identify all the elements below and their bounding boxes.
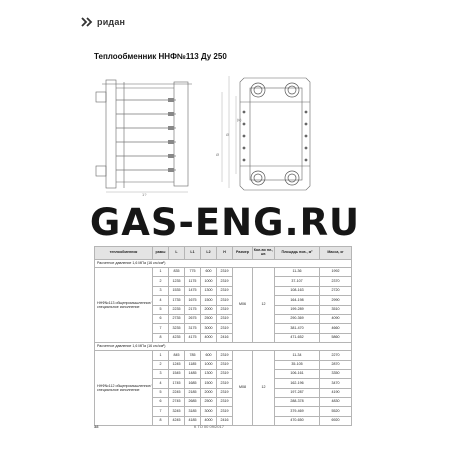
col-header-model: теплообменник bbox=[95, 247, 153, 260]
table-row bbox=[95, 351, 352, 360]
cell-area: 470-650 bbox=[275, 416, 320, 425]
cell-l2: 600 bbox=[201, 268, 217, 277]
cell-l: 1545 bbox=[169, 369, 185, 378]
dim-label-width: 1? bbox=[142, 192, 147, 196]
cell-n: 1 bbox=[153, 268, 169, 277]
cell-n: 8 bbox=[153, 416, 169, 425]
cell-l2: 1000 bbox=[201, 360, 217, 369]
cell-n: 8 bbox=[153, 333, 169, 342]
cell-l1: 785 bbox=[185, 351, 201, 360]
col-header-h: H bbox=[217, 247, 233, 260]
cell-n: 6 bbox=[153, 398, 169, 407]
cell-mass: 3510 bbox=[320, 305, 352, 314]
cell-h: 2319 bbox=[217, 314, 233, 323]
frame-bolt-holes bbox=[243, 111, 308, 162]
cell-h: 2416 bbox=[217, 333, 233, 342]
cell-h: 2416 bbox=[217, 416, 233, 425]
cell-l1: 3185 bbox=[185, 407, 201, 416]
cell-l: 1235 bbox=[169, 277, 185, 286]
cell-l2: 1500 bbox=[201, 296, 217, 305]
cell-h: 2319 bbox=[217, 324, 233, 333]
cell-h: 2319 bbox=[217, 351, 233, 360]
heat-exchanger-drawing bbox=[94, 66, 344, 196]
cell-l2: 4000 bbox=[201, 333, 217, 342]
cell-mass: 2990 bbox=[320, 296, 352, 305]
cell-l2: 2000 bbox=[201, 305, 217, 314]
cell-mass: 3350 bbox=[320, 369, 352, 378]
section-note-row bbox=[95, 260, 352, 268]
cell-l: 3235 bbox=[169, 324, 185, 333]
model-cell: ННФ№112 общепромышленное/ специальное исполнение bbox=[95, 351, 153, 426]
cell-mass: 4090 bbox=[320, 314, 352, 323]
cell-mass: 4830 bbox=[320, 398, 352, 407]
cell-n: 5 bbox=[153, 305, 169, 314]
cell-l1: 2175 bbox=[185, 305, 201, 314]
cell-l1: 3175 bbox=[185, 324, 201, 333]
cell-l: 1535 bbox=[169, 286, 185, 295]
cell-h: 2319 bbox=[217, 305, 233, 314]
cell-n: 1 bbox=[153, 351, 169, 360]
cell-mass: 6920 bbox=[320, 416, 352, 425]
side-view bbox=[102, 80, 192, 188]
cell-area: 471-652 bbox=[275, 333, 320, 342]
cell-l: 2245 bbox=[169, 388, 185, 397]
cell-n: 4 bbox=[153, 379, 169, 388]
cell-l: 3245 bbox=[169, 407, 185, 416]
cell-l2: 2000 bbox=[201, 388, 217, 397]
cell-l2: 2500 bbox=[201, 314, 217, 323]
cell-l1: 1475 bbox=[185, 286, 201, 295]
cell-l2: 4000 bbox=[201, 416, 217, 425]
cell-h: 2319 bbox=[217, 398, 233, 407]
cell-mass: 5520 bbox=[320, 407, 352, 416]
cell-area: 106-161 bbox=[275, 369, 320, 378]
cell-l1: 1485 bbox=[185, 369, 201, 378]
cell-l1: 1185 bbox=[185, 360, 201, 369]
cell-l: 1245 bbox=[169, 360, 185, 369]
cell-area: 164-198 bbox=[275, 296, 320, 305]
col-header-l1: L1 bbox=[185, 247, 201, 260]
cell-l2: 600 bbox=[201, 351, 217, 360]
cell-l: 2735 bbox=[169, 314, 185, 323]
col-header-frame: рамы bbox=[153, 247, 169, 260]
col-header-area: Площадь пов., м² bbox=[275, 247, 320, 260]
cell-area: 290-369 bbox=[275, 314, 320, 323]
tie-bolts bbox=[116, 100, 176, 170]
cell-mass: 2370 bbox=[320, 277, 352, 286]
spec-table bbox=[94, 246, 352, 426]
cell-h: 2319 bbox=[217, 268, 233, 277]
cell-l2: 1300 bbox=[201, 286, 217, 295]
cell-mass: 1992 bbox=[320, 268, 352, 277]
section-note: Расчетное давление 1,6 МПа (16 кгс/см²) bbox=[95, 260, 352, 268]
cell-area: 11-36 bbox=[275, 268, 320, 277]
dim-label-side: Ø bbox=[216, 152, 220, 157]
col-header-l2: L2 bbox=[201, 247, 217, 260]
cell-l2: 1500 bbox=[201, 379, 217, 388]
model-cell: ННФ№113 общепромышленное/ специальное исполнение bbox=[95, 268, 153, 343]
cell-area: 162-196 bbox=[275, 379, 320, 388]
cell-l1: 2685 bbox=[185, 398, 201, 407]
cell-n: 5 bbox=[153, 388, 169, 397]
cell-n: 6 bbox=[153, 314, 169, 323]
cell-n: 4 bbox=[153, 296, 169, 305]
cell-area: 108-163 bbox=[275, 286, 320, 295]
size-cell: М06 bbox=[233, 268, 253, 343]
cell-n: 2 bbox=[153, 277, 169, 286]
size-cell: М08 bbox=[233, 351, 253, 426]
cell-l1: 1685 bbox=[185, 379, 201, 388]
ridan-logo-icon bbox=[81, 17, 93, 27]
cell-n: 2 bbox=[153, 360, 169, 369]
cell-h: 2319 bbox=[217, 379, 233, 388]
page-title: Теплообменник ННФ№113 Ду 250 bbox=[94, 52, 227, 61]
cell-l: 845 bbox=[169, 351, 185, 360]
cell-area: 11-34 bbox=[275, 351, 320, 360]
cell-l: 1745 bbox=[169, 379, 185, 388]
document-code: К ТО 00 09/2017 bbox=[194, 424, 224, 429]
cell-h: 2319 bbox=[217, 286, 233, 295]
cell-mass: 5860 bbox=[320, 333, 352, 342]
cell-area: 199-289 bbox=[275, 305, 320, 314]
brand-logo bbox=[81, 17, 125, 27]
cell-area: 379-469 bbox=[275, 407, 320, 416]
dim-label-height-b: (к) bbox=[237, 117, 242, 122]
cell-area: 35-105 bbox=[275, 360, 320, 369]
cell-area: 197-287 bbox=[275, 388, 320, 397]
dimension-lines bbox=[106, 76, 236, 192]
cell-l: 2235 bbox=[169, 305, 185, 314]
cell-h: 2319 bbox=[217, 369, 233, 378]
cell-l1: 4185 bbox=[185, 416, 201, 425]
front-view bbox=[240, 78, 310, 190]
col-header-l: L bbox=[169, 247, 185, 260]
cell-area: 37-107 bbox=[275, 277, 320, 286]
cell-l1: 2675 bbox=[185, 314, 201, 323]
col-header-plates: Кол-во пл., шт. bbox=[253, 247, 275, 260]
cell-l1: 775 bbox=[185, 268, 201, 277]
table-row bbox=[95, 268, 352, 277]
cell-l: 2745 bbox=[169, 398, 185, 407]
cell-n: 7 bbox=[153, 324, 169, 333]
section-note-row bbox=[95, 343, 352, 351]
cell-l2: 3000 bbox=[201, 407, 217, 416]
table-header-row bbox=[95, 247, 352, 260]
cell-l2: 1000 bbox=[201, 277, 217, 286]
col-header-mass: Масса, кг bbox=[320, 247, 352, 260]
cell-mass: 2270 bbox=[320, 351, 352, 360]
cell-l1: 1675 bbox=[185, 296, 201, 305]
cell-mass: 3470 bbox=[320, 379, 352, 388]
cell-h: 2319 bbox=[217, 407, 233, 416]
cell-mass: 2720 bbox=[320, 286, 352, 295]
cell-l: 835 bbox=[169, 268, 185, 277]
cell-mass: 4190 bbox=[320, 388, 352, 397]
col-header-size: Размер bbox=[233, 247, 253, 260]
cell-l: 4235 bbox=[169, 333, 185, 342]
cell-mass: 2870 bbox=[320, 360, 352, 369]
plates-cell: 12 bbox=[253, 268, 275, 343]
cell-l2: 1300 bbox=[201, 369, 217, 378]
cell-h: 2319 bbox=[217, 360, 233, 369]
cell-n: 3 bbox=[153, 286, 169, 295]
cell-h: 2319 bbox=[217, 277, 233, 286]
cell-l1: 4175 bbox=[185, 333, 201, 342]
page-number: 38 bbox=[94, 424, 99, 429]
cell-l1: 2185 bbox=[185, 388, 201, 397]
plates-cell: 12 bbox=[253, 351, 275, 426]
cell-l: 4245 bbox=[169, 416, 185, 425]
bolt-heads bbox=[168, 98, 174, 172]
cell-l2: 3000 bbox=[201, 324, 217, 333]
dim-label-height-a: Ø bbox=[226, 132, 230, 137]
nozzles bbox=[96, 92, 106, 176]
cell-area: 381-470 bbox=[275, 324, 320, 333]
cell-l2: 2500 bbox=[201, 398, 217, 407]
cell-n: 7 bbox=[153, 407, 169, 416]
cell-mass: 4660 bbox=[320, 324, 352, 333]
cell-l1: 1175 bbox=[185, 277, 201, 286]
ports bbox=[251, 83, 299, 185]
cell-l: 1735 bbox=[169, 296, 185, 305]
brand-name: ридан bbox=[97, 17, 126, 27]
cell-n: 3 bbox=[153, 369, 169, 378]
section-note: Расчетное давление 1,6 МПа (16 кгс/см²) bbox=[95, 343, 352, 351]
watermark-text: GAS-ENG.RU bbox=[89, 201, 361, 244]
cell-area: 288-378 bbox=[275, 398, 320, 407]
cell-h: 2319 bbox=[217, 388, 233, 397]
cell-h: 2319 bbox=[217, 296, 233, 305]
